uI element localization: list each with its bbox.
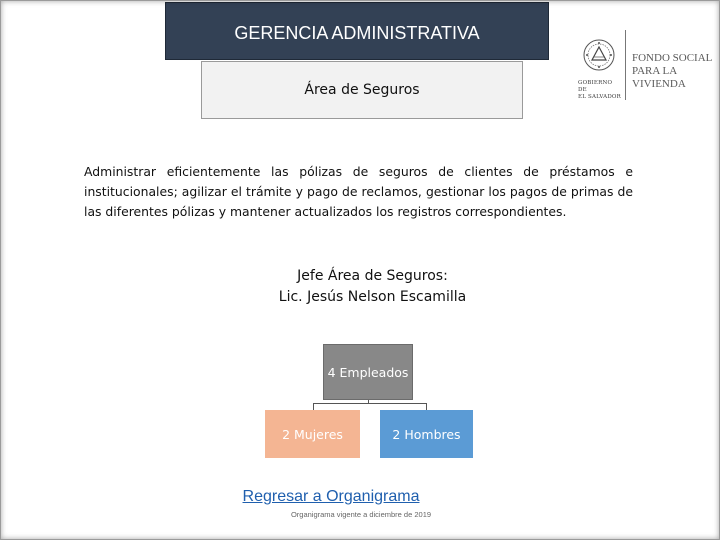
head-label: Jefe Área de Seguros: xyxy=(297,268,448,284)
validity-footnote: Organigrama vigente a diciembre de 2019 xyxy=(290,510,432,519)
connector-right xyxy=(426,403,427,410)
coat-of-arms-icon xyxy=(582,38,616,72)
fsv-logo xyxy=(574,30,719,102)
area-title: Área de Seguros xyxy=(201,61,523,119)
male-employees-node: 2 Hombres xyxy=(380,410,473,458)
org-chart xyxy=(260,340,480,465)
female-employees-node: 2 Mujeres xyxy=(265,410,360,458)
total-employees-node: 4 Empleados xyxy=(323,344,413,400)
connector-left xyxy=(313,403,314,410)
logo-divider xyxy=(625,30,626,100)
back-to-orgchart-link[interactable]: Regresar a Organigrama xyxy=(242,488,420,505)
management-title: GERENCIA ADMINISTRATIVA xyxy=(165,2,549,60)
connector-horizontal xyxy=(313,403,427,404)
area-description: Administrar eficientemente las pólizas de seguros de clientes de préstamos e institucionales; agilizar el trámite y pago de reclamos, gestionar los pagos de primas de las diferentes pólizas y mantener actualizados los registros correspondientes. xyxy=(84,164,633,219)
brand-name: FONDO SOCIAL PARA LA VIVIENDA xyxy=(632,52,713,90)
head-name: Lic. Jesús Nelson Escamilla xyxy=(278,289,467,305)
area-head xyxy=(240,266,505,308)
government-caption: GOBIERNO DE EL SALVADOR xyxy=(578,80,621,100)
